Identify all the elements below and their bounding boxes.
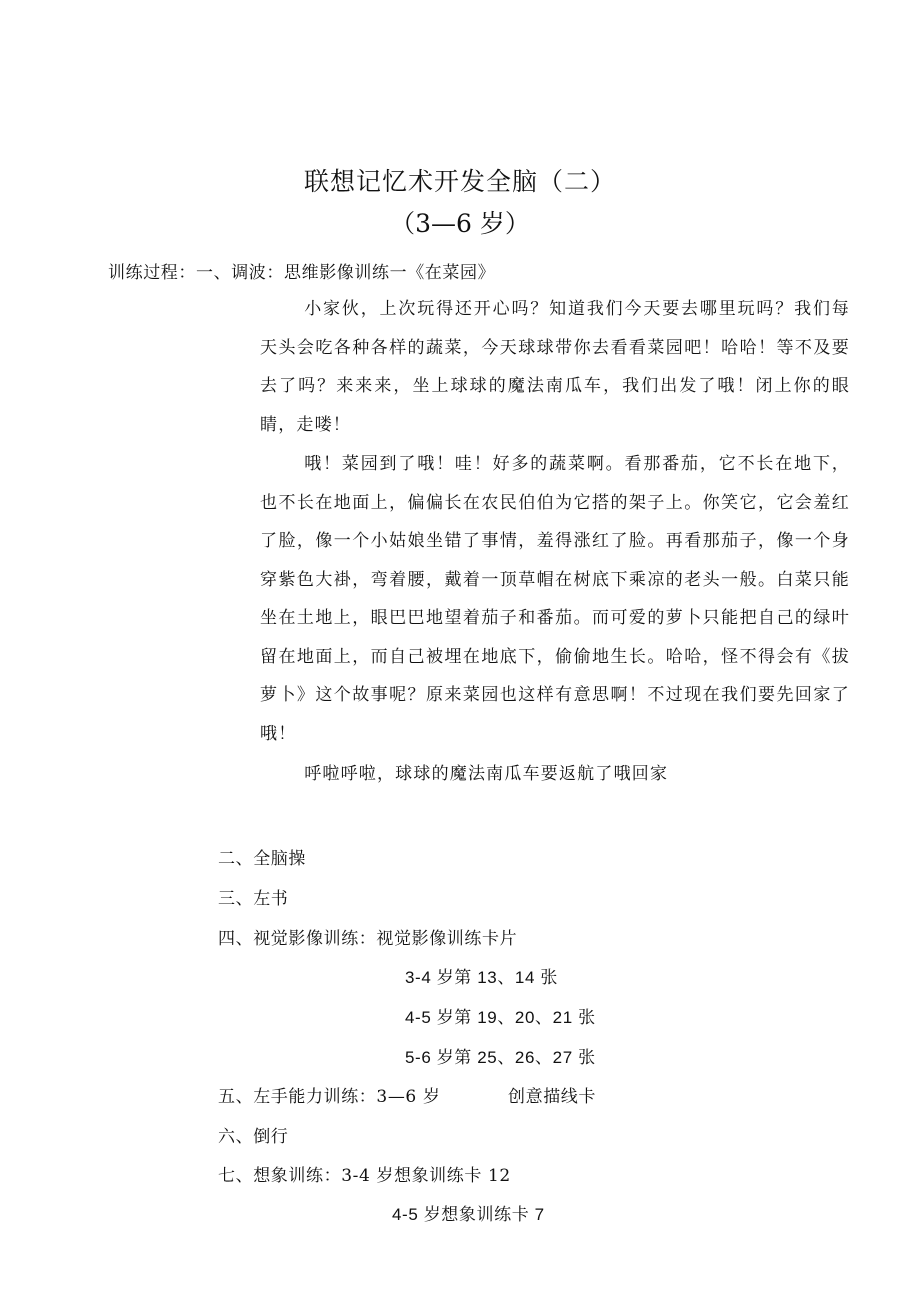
item-full-brain-exercise: 二、全脑操 — [218, 849, 306, 869]
training-process-line: 训练过程：一、调波：思维影像训练一《在菜园》 — [108, 263, 496, 283]
visual-card-5-6: 5-6 岁第 25、26、27 张 — [405, 1048, 596, 1067]
item-left-writing: 三、左书 — [218, 889, 289, 909]
visual-card-4-5: 4-5 岁第 19、20、21 张 — [405, 1008, 596, 1027]
item-walk-backward: 六、倒行 — [218, 1127, 289, 1147]
story-paragraph-3: 呼啦呼啦，球球的魔法南瓜车要返航了哦回家 — [304, 764, 669, 784]
visual-card-3-4: 3-4 岁第 13、14 张 — [405, 968, 558, 987]
item-visual-training: 四、视觉影像训练：视觉影像训练卡片 — [218, 929, 518, 949]
story-paragraph-2: 哦！菜园到了哦！哇！好多的蔬菜啊。看那番茄，它不长在地下，也不长在地面上，偏偏长在农民伯伯为它搭的架子上。你笑它，它会羞红了脸，像一个小姑娘坐错了事情，羞得涨红了脸。再看那茄子，像一个身穿紫色大褂，弯着腰，戴着一顶草帽在树底下乘凉的老头一般。白菜只能坐在土地上，眼巴巴地望着茄子和番茄。而可爱的萝卜只能把自己的绿叶留在地面上，而自己被埋在地底下，偷偷地生长。哈哈，怪不得会有《拔萝卜》这个故事呢？原来菜园也这样有意思啊！不过现在我们要先回家了哦！ — [260, 454, 850, 744]
item-imagination-training: 七、想象训练：3-4 岁想象训练卡 12 — [218, 1166, 511, 1186]
page-subtitle: （3—6 岁） — [390, 209, 530, 238]
imagination-card-4-5: 4-5 岁想象训练卡 7 — [392, 1205, 545, 1224]
page-title: 联想记忆术开发全脑（二） — [303, 167, 616, 196]
story-paragraph-1: 小家伙，上次玩得还开心吗？知道我们今天要去哪里玩吗？我们每天头会吃各种各样的蔬菜，今天球球带你去看看菜园吧！哈哈！等不及要去了吗？来来来，坐上球球的魔法南瓜车，我们出发了哦！闭上你的眼睛，走喽！ — [260, 299, 850, 435]
item-left-hand-training: 五、左手能力训练：3—6 岁 — [218, 1087, 441, 1107]
item-left-hand-card: 创意描线卡 — [508, 1087, 596, 1107]
